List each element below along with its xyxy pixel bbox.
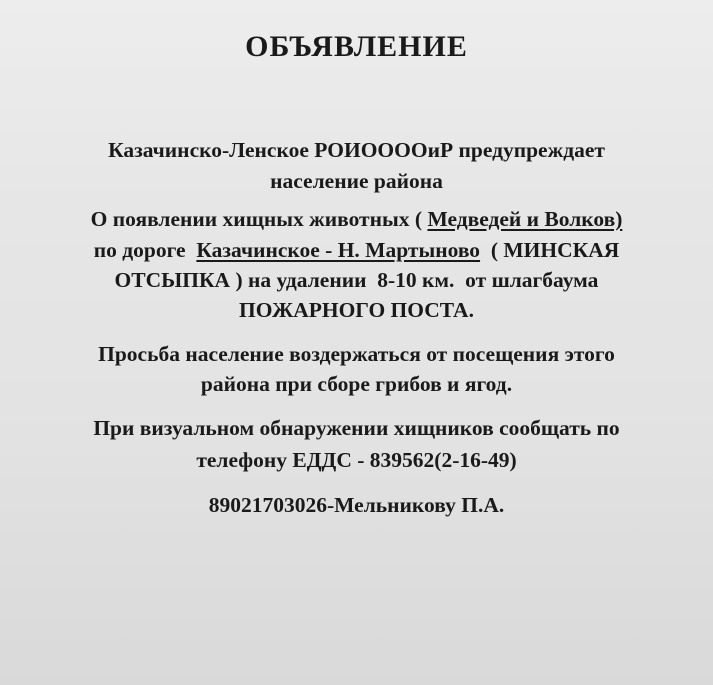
warning-line-1: Казачинско-Ленское РОИООООиР предупреждает: [108, 138, 605, 162]
notice-title: ОБЪЯВЛЕНИЕ: [245, 30, 468, 63]
request-line-2: района при сборе грибов и ягод.: [200, 372, 513, 396]
road-underlined: Казачинское - Н. Мартыново: [196, 238, 481, 262]
report-line-1: При визуальном обнаружении хищников сообщать по: [93, 416, 620, 440]
animals-line: [0, 207, 713, 232]
request-line-1: Просьба население воздержаться от посещения этого: [98, 342, 615, 366]
road-line-suffix: ( МИНСКАЯ: [480, 238, 620, 262]
animals-underlined: Медведей и Волков): [427, 207, 623, 231]
post-line: ПОЖАРНОГО ПОСТА.: [239, 298, 474, 322]
animals-line-text: О появлении хищных животных (: [90, 207, 428, 231]
contact-line: 89021703026-Мельникову П.А.: [208, 493, 505, 517]
warning-line-2: население района: [270, 169, 443, 193]
report-line-2: телефону ЕДДС - 839562(2-16-49): [196, 448, 517, 472]
distance-line: ОТСЫПКА ) на удалении 8-10 км. от шлагбаума: [114, 268, 599, 292]
road-line-prefix: по дороге: [93, 238, 197, 262]
road-line: [0, 238, 713, 263]
